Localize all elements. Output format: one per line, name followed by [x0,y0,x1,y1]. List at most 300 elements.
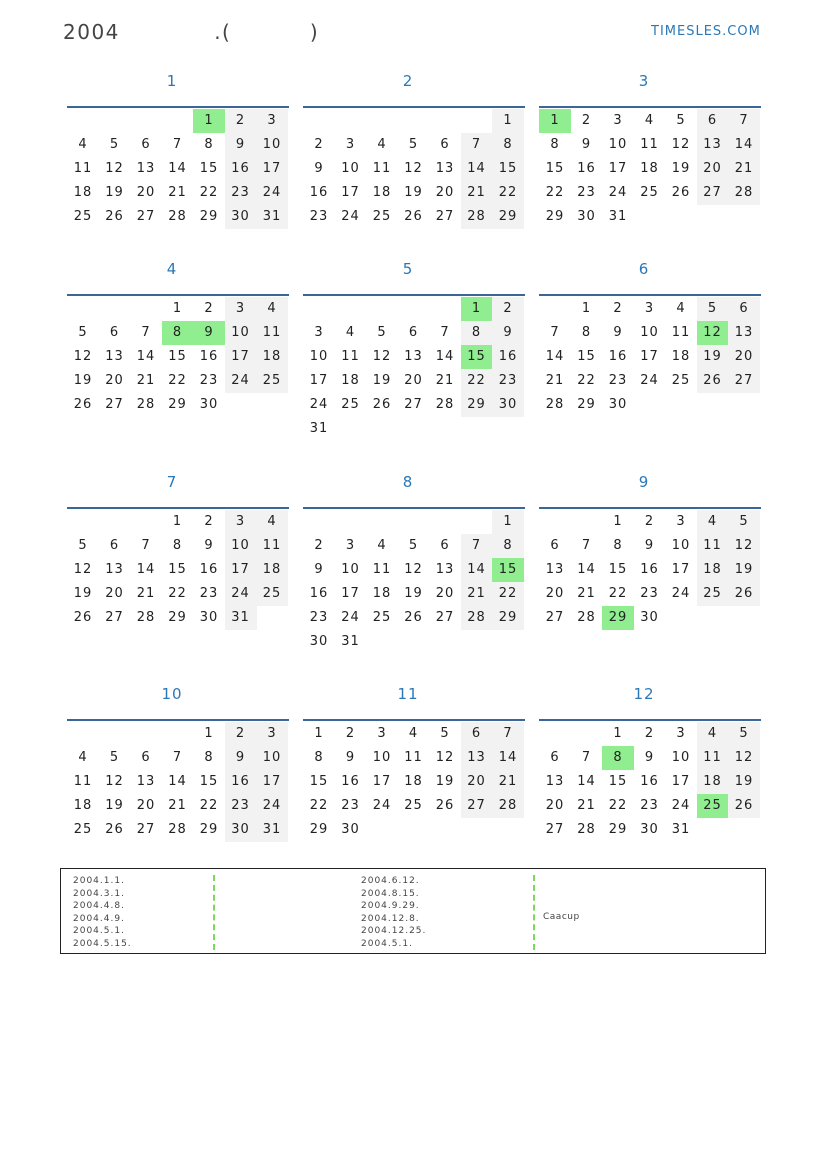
day-cell: 11 [256,321,288,345]
day-cell: 8 [172,538,183,553]
day-cell: 25 [256,369,288,393]
day-cell: 18 [697,770,729,794]
day-cell: 7 [492,722,524,746]
month-grid [67,719,289,837]
day-cell: 23 [640,798,659,813]
legend-date: 2004.1.1. [73,876,125,886]
day-cell: 6 [461,722,493,746]
day-cell: 28 [728,181,760,205]
day-cell: 7 [461,534,493,558]
day-cell: 8 [492,534,524,558]
day-cell: 10 [671,538,691,553]
day-cell: 20 [435,185,455,200]
site-logo[interactable]: TIMESLES.COM [651,24,761,39]
day-cell: 4 [377,137,387,152]
day-cell: 16 [577,161,596,176]
legend-date: 2004.12.8. [361,913,420,924]
day-cell: 1 [613,514,623,529]
day-cell: 10 [372,750,392,765]
day-cell: 28 [461,606,493,630]
day-cell: 5 [109,750,120,765]
day-cell: 30 [577,209,596,224]
day-cell: 1 [204,726,214,741]
day-cell: 20 [136,185,156,200]
day-cell: 29 [199,209,219,224]
day-cell: 22 [168,373,187,388]
day-cell: 30 [199,610,219,625]
day-cell: 15 [608,774,628,789]
day-cell: 10 [225,534,257,558]
day-cell: 8 [461,321,493,345]
day-cell: 8 [314,750,324,765]
day-cell: 12 [671,137,691,152]
day-cell: 27 [545,822,565,837]
day-cell: 5 [440,726,450,741]
day-cell: 20 [435,586,455,601]
legend-date: 2004.4.9. [73,913,125,924]
day-cell: 2 [581,113,592,128]
day-cell: 5 [408,538,419,553]
legend-holiday-marker [213,875,217,950]
holiday-day-cell: 8 [162,321,194,345]
day-cell: 25 [73,209,93,224]
day-cell: 3 [314,325,324,340]
day-cell: 6 [697,109,729,133]
day-cell: 5 [728,510,760,534]
day-cell: 7 [550,325,560,340]
day-cell: 15 [492,157,524,181]
day-cell: 25 [341,397,360,412]
month-title: 8 [402,473,414,491]
day-cell: 26 [372,397,392,412]
day-cell: 5 [78,325,88,340]
day-cell: 26 [728,794,760,818]
day-cell: 14 [168,774,187,789]
day-cell: 29 [168,397,187,412]
holiday-day-cell: 29 [602,606,634,630]
month-title: 5 [402,260,414,278]
day-cell: 23 [608,373,628,388]
day-cell: 14 [168,161,187,176]
day-cell: 17 [671,774,691,789]
day-cell: 29 [461,393,493,417]
day-cell: 6 [109,325,120,340]
day-cell: 15 [309,774,329,789]
month-title: 1 [166,72,178,90]
day-cell: 9 [225,133,257,157]
day-cell: 18 [372,586,392,601]
day-cell: 31 [671,822,691,837]
day-cell: 4 [345,325,356,340]
day-cell: 2 [644,726,655,741]
legend-date: 2004.3.1. [73,888,125,899]
day-cell: 3 [676,726,686,741]
day-cell: 9 [225,746,257,770]
day-cell: 9 [644,538,655,553]
day-cell: 22 [199,798,219,813]
day-cell: 18 [341,373,360,388]
day-cell: 18 [256,558,288,582]
day-cell: 3 [225,510,257,534]
day-cell: 22 [608,798,628,813]
day-cell: 16 [640,774,659,789]
legend-date: 2004.8.15. [361,888,420,899]
legend-date: 2004.9.29. [361,901,420,911]
day-cell: 28 [577,822,596,837]
day-cell: 3 [256,722,288,746]
day-cell: 8 [581,325,592,340]
day-cell: 5 [78,538,88,553]
day-cell: 6 [109,538,120,553]
legend-date: 2004.6.12. [361,876,420,886]
day-cell: 1 [581,301,592,316]
day-cell: 29 [492,205,524,229]
day-cell: 25 [404,798,423,813]
day-cell: 14 [492,746,524,770]
day-cell: 29 [492,606,524,630]
day-cell: 18 [73,798,93,813]
day-cell: 10 [608,137,628,152]
day-cell: 28 [577,610,596,625]
day-cell: 24 [671,798,691,813]
day-cell: 4 [377,538,387,553]
day-cell: 4 [256,297,288,321]
day-cell: 17 [341,586,360,601]
legend-dates-right [361,875,426,950]
day-cell: 11 [73,161,93,176]
day-cell: 16 [199,349,219,364]
month-title: 2 [402,72,414,90]
day-cell: 16 [341,774,360,789]
day-cell: 17 [608,161,628,176]
month-title: 12 [633,685,655,703]
day-cell: 19 [105,798,124,813]
day-cell: 22 [492,181,524,205]
day-cell: 8 [492,133,524,157]
month-grid [303,719,525,837]
day-cell: 2 [314,538,324,553]
day-cell: 11 [372,562,392,577]
day-cell: 13 [728,321,760,345]
day-cell: 27 [435,209,455,224]
day-cell: 24 [608,185,628,200]
day-cell: 24 [225,582,257,606]
day-cell: 9 [644,750,655,765]
day-cell: 31 [309,421,329,436]
day-cell: 21 [168,185,187,200]
month-grid [67,294,289,412]
day-cell: 25 [372,209,392,224]
day-cell: 29 [608,822,628,837]
day-cell: 11 [697,746,729,770]
day-cell: 18 [404,774,423,789]
day-cell: 30 [341,822,360,837]
day-cell: 23 [492,369,524,393]
day-cell: 23 [577,185,596,200]
day-cell: 28 [461,205,493,229]
day-cell: 14 [461,157,493,181]
day-cell: 16 [309,586,329,601]
day-cell: 16 [608,349,628,364]
day-cell: 12 [404,562,423,577]
legend-date: 2004.4.8. [73,901,125,911]
day-cell: 24 [372,798,392,813]
day-cell: 19 [404,586,423,601]
day-cell: 2 [644,514,655,529]
day-cell: 20 [545,586,565,601]
day-cell: 27 [545,610,565,625]
day-cell: 6 [141,137,151,152]
day-cell: 9 [613,325,623,340]
day-cell: 18 [256,345,288,369]
month-title: 3 [638,72,650,90]
day-cell: 6 [440,538,450,553]
day-cell: 14 [136,349,156,364]
day-cell: 25 [372,610,392,625]
day-cell: 29 [309,822,329,837]
day-cell: 26 [404,610,423,625]
day-cell: 23 [640,586,659,601]
day-cell: 11 [697,534,729,558]
day-cell: 3 [256,109,288,133]
day-cell: 2 [204,514,214,529]
day-cell: 17 [256,157,288,181]
day-cell: 13 [136,774,156,789]
day-cell: 5 [728,722,760,746]
day-cell: 4 [676,301,686,316]
day-cell: 12 [105,161,124,176]
day-cell: 10 [671,750,691,765]
day-cell: 10 [256,133,288,157]
day-cell: 23 [309,610,329,625]
day-cell: 9 [345,750,356,765]
day-cell: 24 [309,397,329,412]
day-cell: 20 [404,373,423,388]
day-cell: 23 [341,798,360,813]
day-cell: 27 [404,397,423,412]
day-cell: 21 [577,586,596,601]
day-cell: 27 [728,369,760,393]
day-cell: 13 [105,562,124,577]
day-cell: 20 [105,373,124,388]
day-cell: 9 [314,562,324,577]
day-cell: 22 [168,586,187,601]
month-title: 9 [638,473,650,491]
day-cell: 13 [697,133,729,157]
day-cell: 17 [341,185,360,200]
day-cell: 6 [440,137,450,152]
day-cell: 27 [461,794,493,818]
holiday-legend [60,868,766,954]
day-cell: 22 [461,369,493,393]
day-cell: 13 [105,349,124,364]
day-cell: 20 [461,770,493,794]
holiday-day-cell: 1 [461,297,493,321]
day-cell: 19 [671,161,691,176]
day-cell: 19 [73,586,93,601]
day-cell: 27 [435,610,455,625]
day-cell: 5 [697,297,729,321]
day-cell: 19 [697,345,729,369]
day-cell: 10 [341,562,360,577]
day-cell: 23 [199,373,219,388]
day-cell: 22 [577,373,596,388]
day-cell: 27 [136,822,156,837]
day-cell: 7 [461,133,493,157]
day-cell: 13 [545,562,565,577]
day-cell: 12 [73,349,93,364]
day-cell: 28 [136,397,156,412]
day-cell: 6 [728,297,760,321]
day-cell: 25 [256,582,288,606]
day-cell: 26 [697,369,729,393]
day-cell: 3 [225,297,257,321]
day-cell: 20 [697,157,729,181]
day-cell: 17 [225,558,257,582]
day-cell: 3 [613,113,623,128]
month-grid [303,294,525,436]
month-title: 10 [161,685,183,703]
day-cell: 4 [256,510,288,534]
day-cell: 15 [168,349,187,364]
holiday-day-cell: 15 [461,345,493,369]
day-cell: 19 [728,770,760,794]
day-cell: 15 [608,562,628,577]
day-cell: 1 [172,514,183,529]
day-cell: 15 [199,161,219,176]
day-cell: 2 [613,301,623,316]
day-cell: 29 [199,822,219,837]
holiday-day-cell: 8 [602,746,634,770]
day-cell: 8 [613,538,623,553]
day-cell: 25 [640,185,659,200]
day-cell: 7 [172,137,183,152]
day-cell: 9 [314,161,324,176]
day-cell: 30 [640,822,659,837]
day-cell: 14 [136,562,156,577]
day-cell: 11 [372,161,392,176]
day-cell: 2 [314,137,324,152]
holiday-day-cell: 25 [697,794,729,818]
day-cell: 5 [408,137,419,152]
day-cell: 19 [435,774,455,789]
legend-date: 2004.5.1. [73,926,125,936]
day-cell: 22 [545,185,565,200]
day-cell: 4 [697,510,729,534]
day-cell: 25 [671,373,691,388]
day-cell: 13 [545,774,565,789]
day-cell: 3 [644,301,655,316]
day-cell: 23 [225,181,257,205]
day-cell: 22 [492,582,524,606]
day-cell: 17 [225,345,257,369]
day-cell: 6 [550,750,560,765]
day-cell: 29 [545,209,565,224]
day-cell: 22 [608,586,628,601]
day-cell: 23 [199,586,219,601]
day-cell: 15 [577,349,596,364]
day-cell: 14 [545,349,565,364]
day-cell: 30 [608,397,628,412]
day-cell: 21 [136,373,156,388]
day-cell: 11 [404,750,423,765]
day-cell: 21 [728,157,760,181]
day-cell: 18 [697,558,729,582]
day-cell: 17 [671,562,691,577]
day-cell: 26 [404,209,423,224]
day-cell: 11 [671,325,691,340]
day-cell: 16 [199,562,219,577]
day-cell: 26 [435,798,455,813]
day-cell: 24 [341,610,360,625]
month-grid [539,507,761,625]
day-cell: 4 [644,113,655,128]
day-cell: 26 [105,822,124,837]
day-cell: 11 [640,137,659,152]
day-cell: 26 [728,582,760,606]
day-cell: 14 [577,774,596,789]
day-cell: 10 [309,349,329,364]
day-cell: 18 [372,185,392,200]
day-cell: 18 [671,349,691,364]
day-cell: 2 [345,726,356,741]
holiday-day-cell: 15 [492,558,524,582]
day-cell: 16 [492,345,524,369]
day-cell: 24 [256,794,288,818]
day-cell: 18 [73,185,93,200]
day-cell: 25 [697,582,729,606]
day-cell: 26 [105,209,124,224]
day-cell: 31 [341,634,360,649]
day-cell: 17 [309,373,329,388]
day-cell: 27 [136,209,156,224]
holiday-day-cell: 1 [539,109,571,133]
day-cell: 1 [613,726,623,741]
day-cell: 26 [73,610,93,625]
day-cell: 8 [550,137,560,152]
day-cell: 14 [461,558,493,582]
day-cell: 16 [309,185,329,200]
day-cell: 23 [309,209,329,224]
day-cell: 21 [168,798,187,813]
day-cell: 7 [141,325,151,340]
day-cell: 7 [172,750,183,765]
day-cell: 20 [136,798,156,813]
day-cell: 7 [581,538,592,553]
day-cell: 6 [408,325,419,340]
day-cell: 12 [404,161,423,176]
day-cell: 24 [640,373,659,388]
day-cell: 31 [225,606,257,630]
day-cell: 4 [697,722,729,746]
day-cell: 27 [105,397,124,412]
day-cell: 11 [73,774,93,789]
day-cell: 30 [225,818,257,842]
day-cell: 3 [676,514,686,529]
day-cell: 12 [435,750,455,765]
holiday-day-cell: 1 [193,109,225,133]
day-cell: 14 [577,562,596,577]
legend-date: 2004.12.25. [361,926,427,936]
day-cell: 14 [435,349,455,364]
day-cell: 10 [640,325,659,340]
month-title: 7 [166,473,178,491]
page-title: 2004 .( ) [63,20,320,44]
day-cell: 7 [728,109,760,133]
day-cell: 10 [341,161,360,176]
day-cell: 5 [109,137,120,152]
day-cell: 12 [73,562,93,577]
